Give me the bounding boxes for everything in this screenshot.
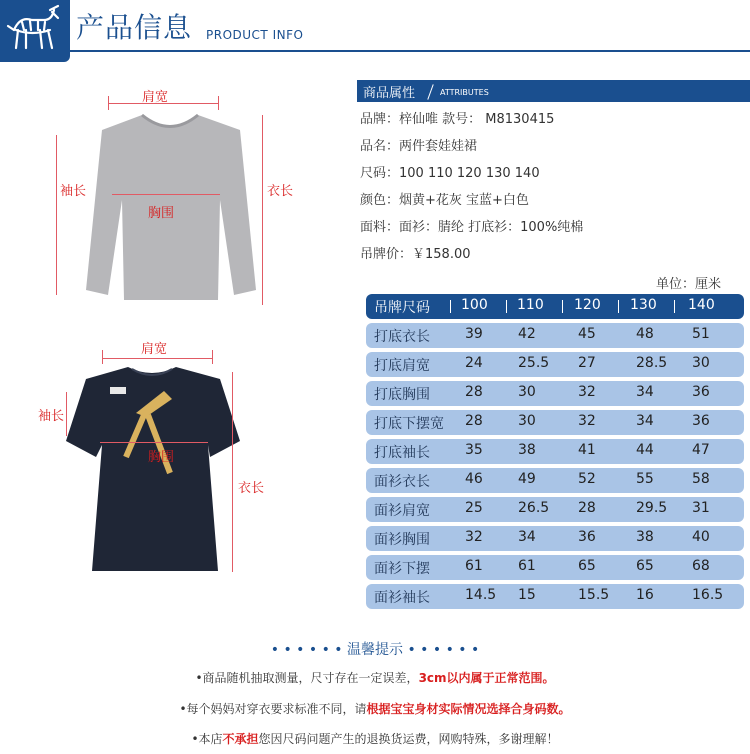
row-label-cell: 面衫胸围 [374, 532, 430, 548]
size-value-cell: 47 [692, 442, 710, 458]
header-cell: 120 [574, 297, 601, 313]
header-cell: 100 [461, 297, 488, 313]
size-value-cell: 68 [692, 558, 710, 574]
size-value-cell: 15.5 [578, 587, 610, 603]
shoulder-measure-line [102, 358, 212, 359]
size-value-cell: 61 [518, 558, 536, 574]
column-divider [562, 300, 563, 313]
column-divider [618, 300, 619, 313]
tip-line-1 [0, 669, 750, 686]
zebra-logo-icon [0, 0, 70, 62]
size-value-cell: 45 [578, 326, 596, 342]
column-divider [674, 300, 675, 313]
attr-product-name: 品名：两件套娃娃裙 [360, 139, 478, 154]
size-value-cell: 34 [636, 413, 654, 429]
size-value-cell: 41 [578, 442, 596, 458]
tip-highlight: 3cm以内属于正常范围。 [418, 671, 555, 685]
size-value-cell: 28 [578, 500, 596, 516]
header-cell: 130 [630, 297, 657, 313]
size-value-cell: 42 [518, 326, 536, 342]
shoulder-measure-tick [212, 350, 213, 364]
row-label-cell: 打底下摆宽 [374, 416, 444, 432]
size-value-cell: 15 [518, 587, 536, 603]
size-value-cell: 30 [518, 384, 536, 400]
size-value-cell: 34 [636, 384, 654, 400]
shoulder-label: 肩宽 [142, 90, 169, 105]
size-value-cell: 31 [692, 500, 710, 516]
attr-fabric: 面料：面衫：腈纶 打底衫：100%纯棉 [360, 220, 584, 235]
tip-text: •本店 [191, 732, 223, 746]
size-value-cell: 44 [636, 442, 654, 458]
size-value-cell: 14.5 [465, 587, 497, 603]
size-value-cell: 36 [692, 384, 710, 400]
basic-shirt-diagram [50, 90, 290, 310]
shoulder-label: 肩宽 [141, 342, 168, 357]
page-title: 产品信息 [76, 11, 193, 44]
table-row [366, 584, 744, 609]
size-value-cell: 55 [636, 471, 654, 487]
navy-dress-image [40, 345, 300, 585]
dress-diagram [40, 345, 300, 585]
size-value-cell: 25.5 [518, 355, 550, 371]
size-value-cell: 36 [692, 413, 710, 429]
table-row [366, 381, 744, 406]
attributes-title: 商品属性 [363, 86, 416, 101]
chest-label: 胸围 [148, 206, 175, 221]
sleeve-measure-line [56, 135, 57, 295]
size-value-cell: 39 [465, 326, 483, 342]
attr-sizes: 尺码：100 110 120 130 140 [360, 166, 540, 181]
row-label-cell: 面衫下摆 [374, 561, 430, 577]
length-measure-line [232, 372, 233, 572]
size-value-cell: 36 [578, 529, 596, 545]
size-value-cell: 26.5 [518, 500, 550, 516]
chest-label: 胸围 [148, 450, 175, 465]
size-value-cell: 28 [465, 384, 483, 400]
tip-highlight: 根据宝宝身材实际情况选择合身码数。 [366, 702, 571, 716]
attr-price: 吊牌价：￥158.00 [360, 247, 471, 262]
sleeve-measure-line [66, 392, 67, 436]
size-value-cell: 65 [636, 558, 654, 574]
size-value-cell: 27 [578, 355, 596, 371]
size-value-cell: 32 [578, 413, 596, 429]
tip-line-2 [0, 700, 750, 717]
tip-text: 您因尺码问题产生的退换货运费，网购特殊，多谢理解！ [258, 732, 559, 746]
row-label-cell: 面衫肩宽 [374, 503, 430, 519]
size-value-cell: 38 [636, 529, 654, 545]
header-cell: 110 [517, 297, 544, 313]
size-value-cell: 24 [465, 355, 483, 371]
row-label-cell: 打底胸围 [374, 387, 430, 403]
size-value-cell: 16.5 [692, 587, 724, 603]
sleeve-label: 袖长 [38, 409, 65, 424]
shoulder-measure-tick [102, 350, 103, 364]
size-value-cell: 38 [518, 442, 536, 458]
sleeve-label: 袖长 [60, 184, 87, 199]
table-row [366, 526, 744, 551]
table-row [366, 323, 744, 348]
size-value-cell: 28.5 [636, 355, 668, 371]
table-row [366, 468, 744, 493]
shoulder-measure-tick [108, 96, 109, 110]
table-row [366, 555, 744, 580]
length-label: 衣长 [238, 481, 265, 496]
table-row [366, 497, 744, 522]
size-value-cell: 58 [692, 471, 710, 487]
size-value-cell: 35 [465, 442, 483, 458]
size-value-cell: 49 [518, 471, 536, 487]
tip-highlight: 不承担 [222, 732, 259, 746]
attr-colors: 颜色：烟黄+花灰 宝蓝+白色 [360, 193, 529, 208]
row-label-cell: 打底衣长 [374, 329, 430, 345]
page-subtitle: PRODUCT INFO [206, 28, 304, 42]
header-cell: 吊牌尺码 [374, 300, 430, 316]
size-value-cell: 28 [465, 413, 483, 429]
size-value-cell: 16 [636, 587, 654, 603]
size-value-cell: 52 [578, 471, 596, 487]
attributes-bar [357, 80, 750, 102]
size-value-cell: 40 [692, 529, 710, 545]
size-value-cell: 46 [465, 471, 483, 487]
size-value-cell: 30 [692, 355, 710, 371]
size-value-cell: 65 [578, 558, 596, 574]
size-value-cell: 48 [636, 326, 654, 342]
brand-logo [0, 0, 70, 62]
length-label: 衣长 [267, 184, 294, 199]
column-divider [450, 300, 451, 313]
size-value-cell: 25 [465, 500, 483, 516]
table-row [366, 439, 744, 464]
tip-line-3 [0, 730, 750, 747]
table-row [366, 352, 744, 377]
size-value-cell: 29.5 [636, 500, 668, 516]
chest-measure-line [112, 194, 220, 195]
column-divider [506, 300, 507, 313]
size-value-cell: 32 [578, 384, 596, 400]
table-header-row [366, 294, 744, 319]
tip-text: •商品随机抽取测量，尺寸存在一定误差， [195, 671, 419, 685]
length-measure-line [262, 115, 263, 305]
row-label-cell: 打底袖长 [374, 445, 430, 461]
size-value-cell: 34 [518, 529, 536, 545]
row-label-cell: 打底肩宽 [374, 358, 430, 374]
size-value-cell: 30 [518, 413, 536, 429]
header-cell: 140 [688, 297, 715, 313]
chest-measure-line [100, 442, 208, 443]
tip-text: •每个妈妈对穿衣要求标准不同，请 [179, 702, 367, 716]
attributes-subtitle: ATTRIBUTES [440, 88, 489, 97]
size-value-cell: 51 [692, 326, 710, 342]
row-label-cell: 面衫衣长 [374, 474, 430, 490]
shoulder-measure-tick [218, 96, 219, 110]
attr-brand-style: 品牌：梓仙唯 款号： M8130415 [360, 112, 555, 127]
tips-title: • • • • • • 温馨提示 • • • • • • [270, 642, 480, 658]
header-divider [70, 50, 750, 52]
unit-label: 单位：厘米 [656, 277, 722, 292]
size-value-cell: 32 [465, 529, 483, 545]
gray-long-sleeve-shirt-image [50, 90, 290, 310]
size-value-cell: 61 [465, 558, 483, 574]
table-row [366, 410, 744, 435]
row-label-cell: 面衫袖长 [374, 590, 430, 606]
